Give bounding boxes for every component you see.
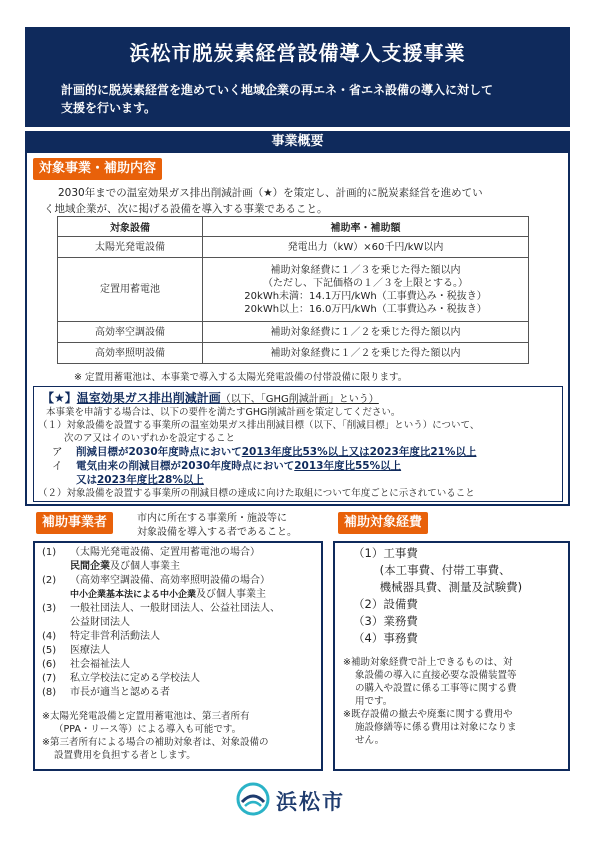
list-item: 民間企業 及び個人事業主 [70,561,180,572]
table-header-equipment: 対象設備 [58,217,203,237]
ghg-option-a-text: 削減目標が2030年度時点において [76,446,242,458]
expenses-note-line: 施設修繕等に係る費用は対象になりま [355,722,517,733]
applicants-description [137,512,327,540]
subsidy-table [57,216,529,364]
applicants-note-line: 設置費用を負担する者とします。 [54,750,196,761]
list-item: (4) 特定非営利活動法人 [42,631,160,642]
table-cell-equipment: 高効率空調設備 [58,322,203,343]
ghg-star: 【★】 [42,391,77,405]
ghg-option-i-target-2: 2023年度比28%以上 [97,474,204,486]
table-row [58,258,529,322]
rate-line: 20kWh以上：16.0万円/kWh（工事費込み・税抜き） [244,303,487,315]
list-item: 公益財団法人 [70,617,130,628]
page-title: 浜松市脱炭素経営設備導入支援事業 [129,41,466,65]
ghg-line-2: （１）対象設備を設置する事業所の温室効果ガス排出削減目標（以下、「削減目標」という）について、 [38,420,480,431]
table-row [58,322,529,343]
list-item: (1) （太陽光発電設備、定置用蓄電池の場合） [42,547,260,558]
list-item: （1）工事費 [353,546,418,560]
ghg-option-a-mark: ア [52,446,63,458]
applicants-list [42,546,317,700]
table-cell-equipment: 太陽光発電設備 [58,237,203,258]
applicants-note-line: （PPA・リース等）による導入も可能です。 [54,724,242,735]
header-banner [25,27,570,127]
expenses-label: 補助対象経費 [338,512,428,534]
list-item: 中小企業基本法による中小企業 及び個人事業主 [70,589,267,600]
applicants-notes [42,710,317,762]
ghg-option-i-or: 又は [76,474,97,486]
ghg-option-a-target: 2013年度比53%以上又は2023年度比21%以上 [241,446,477,458]
expenses-note-line: ※補助対象経費で計上できるものは、対 [343,657,513,668]
table-cell-rate: 補助対象経費に１／２を乗じた得た額以内 [203,322,529,343]
list-item: （3）業務費 [353,614,418,628]
expenses-note-line: せん。 [355,735,385,746]
expenses-note-line: ※既存設備の撤去や廃棄に関する費用や [343,709,513,720]
ghg-option-i-text: 電気由来の削減目標が2030年度時点において [76,460,295,472]
ghg-line-1: 本事業を申請する場合は、以下の要件を満たすGHG削減計画を策定してください。 [46,407,401,418]
table-note: ※ 定置用蓄電池は、本事業で導入する太陽光発電設備の付帯設備に限ります。 [74,372,408,383]
intro-text [44,185,554,217]
list-item: （4）事務費 [353,631,418,645]
overview-heading: 事業概要 [25,131,570,153]
expenses-note-line: の購入や設置に係る工事等に関する費 [355,683,517,694]
applicants-note-line: ※第三者所有による場合の補助対象者は、対象設備の [42,737,269,748]
intro-line-2: く地域企業が、次に掲げる設備を導入する事業であること。 [44,203,328,215]
ghg-option-i-target: 2013年度比55%以上 [294,460,402,472]
subtitle-line-1: 計画的に脱炭素経営を進めていく地域企業の再エネ・省エネ設備の導入に対して [61,83,494,97]
table-header-rate: 補助率・補助額 [203,217,529,237]
applicants-note-line: ※太陽光発電設備と定置用蓄電池は、第三者所有 [42,711,250,722]
list-item: （2）設備費 [353,597,418,611]
table-row [58,343,529,364]
applicants-desc-line-1: 市内に所在する事業所・施設等に [137,513,287,524]
applicants-label: 補助事業者 [36,512,113,534]
intro-line-1: 2030年までの温室効果ガス排出削減計画（★）を策定し、計画的に脱炭素経営を進めてい [58,187,483,199]
ghg-plan-box [33,386,563,502]
ghg-title-main: 温室効果ガス排出削減計画 [76,391,221,405]
table-cell-rate: 発電出力（kW）×60千円/kW以内 [203,237,529,258]
page-subtitle [61,81,566,117]
ghg-option-i-cont [76,473,204,487]
ghg-title [42,389,379,406]
table-header-row [58,217,529,237]
subtitle-line-2: 支援を行います。 [61,101,157,115]
list-item: (7) 私立学校法に定める学校法人 [42,673,200,684]
rate-line: 20kWh未満：14.1万円/kWh（工事費込み・税抜き） [244,290,487,302]
table-cell-rate [203,258,529,322]
city-logo [236,782,366,818]
rate-line: （ただし、下記価格の１／３を上限とする。） [263,277,468,289]
ghg-title-sub: （以下、「GHG削減計画」という） [220,394,379,405]
target-label: 対象事業・補助内容 [33,158,162,180]
ghg-line-3: 次のア又はイのいずれかを設定すること [64,433,236,444]
expenses-note-line: 用です。 [355,696,393,707]
ghg-option-i [52,459,401,473]
list-item: (2) （高効率空調設備、高効率照明設備の場合） [42,575,270,586]
ghg-option-i-mark: イ [52,460,63,472]
expenses-list [353,545,522,647]
table-cell-equipment: 定置用蓄電池 [58,258,203,322]
rate-line: 補助対象経費に１／３を乗じた得た額以内 [270,264,461,276]
expenses-notes [343,656,565,747]
applicants-desc-line-2: 対象設備を導入する者であること。 [137,527,297,538]
list-item: (6) 社会福祉法人 [42,659,130,670]
list-item: 機械器具費、測量及試験費) [353,580,523,594]
table-cell-rate: 補助対象経費に１／２を乗じた得た額以内 [203,343,529,364]
list-item: (3) 一般社団法人、一般財団法人、公益社団法人、 [42,603,280,614]
city-name-logo: 浜松市 [276,789,345,814]
list-item: (本工事費、付帯工事費、 [353,563,511,577]
list-item: (5) 医療法人 [42,645,110,656]
ghg-line-last: （２）対象設備を設置する事業所の削減目標の達成に向けた取組について年度ごとに示されていること [38,488,475,499]
ghg-option-a [52,445,476,459]
city-emblem-icon [236,782,270,816]
table-row [58,237,529,258]
table-cell-equipment: 高効率照明設備 [58,343,203,364]
list-item: (8) 市長が適当と認める者 [42,687,170,698]
expenses-note-line: 象設備の導入に直接必要な設備装置等 [355,670,517,681]
